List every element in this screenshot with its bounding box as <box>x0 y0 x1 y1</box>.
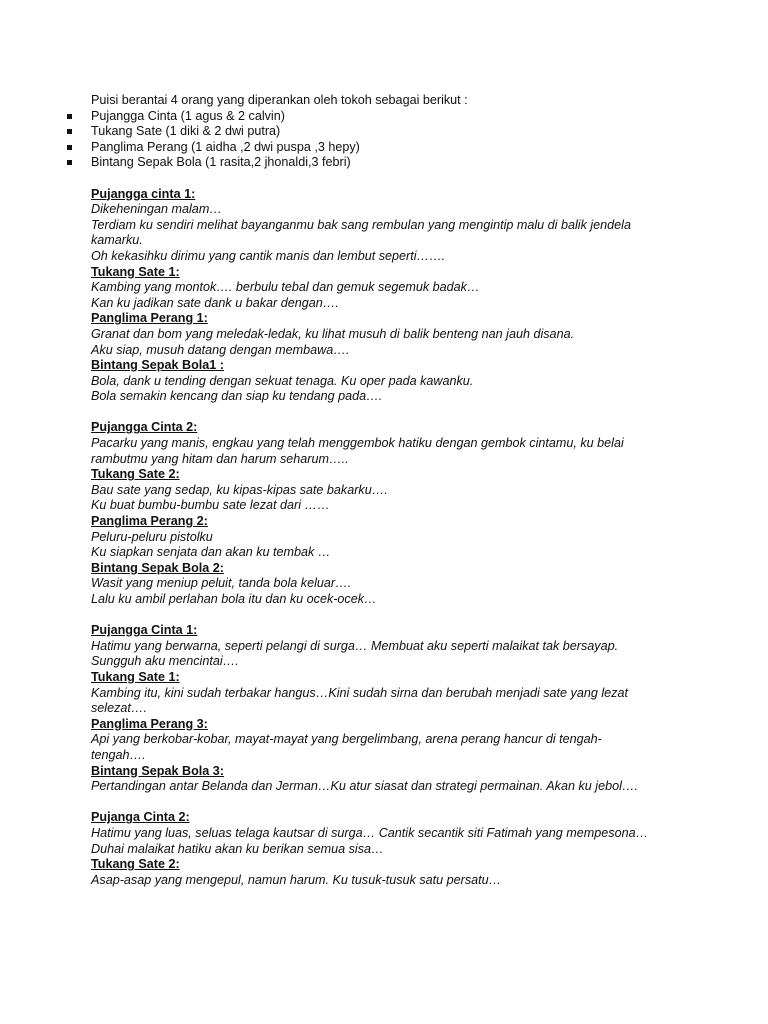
poem-line: Ku siapkan senjata dan akan ku tembak … <box>91 545 331 560</box>
poem-line: Kambing itu, kini sudah terbakar hangus…Kini sudah sirna dan berubah menjadi sate yang lezat <box>91 685 628 700</box>
speaker-heading: Tukang Sate 1: <box>91 669 180 684</box>
cast-item-label: Bintang Sepak Bola (1 rasita,2 jhonaldi,3 febri) <box>91 155 351 170</box>
poem-line: selezat…. <box>91 701 147 716</box>
speaker-heading: Bintang Sepak Bola 3: <box>91 763 224 778</box>
poem-line: kamarku. <box>91 233 143 248</box>
cast-item-label: Pujangga Cinta (1 agus & 2 calvin) <box>91 108 285 123</box>
poem-line: Oh kekasihku dirimu yang cantik manis dan lembut seperti……. <box>91 248 446 263</box>
poem-line: tengah…. <box>91 747 146 762</box>
poem-line: Bola, dank u tending dengan sekuat tenaga. Ku oper pada kawanku. <box>91 373 474 388</box>
poem-stanza <box>91 187 691 405</box>
speaker-heading: Tukang Sate 1: <box>91 264 180 279</box>
speaker-heading: Pujanga Cinta 2: <box>91 810 190 825</box>
poem-line: Api yang berkobar-kobar, mayat-mayat yang bergelimbang, arena perang hancur di tengah- <box>91 732 602 747</box>
square-bullet-icon <box>67 145 72 150</box>
speaker-heading: Tukang Sate 2: <box>91 857 180 872</box>
poem-line: Bau sate yang sedap, ku kipas-kipas sate bakarku…. <box>91 482 388 497</box>
square-bullet-icon <box>67 129 72 134</box>
poem-line: Duhai malaikat hatiku akan ku berikan semua sisa… <box>91 841 384 856</box>
poem-line: Hatimu yang berwarna, seperti pelangi di surga… Membuat aku seperti malaikat tak bersayap. <box>91 638 619 653</box>
speaker-heading: Tukang Sate 2: <box>91 467 180 482</box>
poem-line: Ku buat bumbu-bumbu sate lezat dari …… <box>91 498 330 513</box>
poem-line: Bola semakin kencang dan siap ku tendang pada…. <box>91 389 383 404</box>
speaker-heading: Pujangga cinta 1: <box>91 186 196 201</box>
poem-line: Asap-asap yang mengepul, namun harum. Ku tusuk-tusuk satu persatu… <box>91 872 502 887</box>
speaker-heading: Bintang Sepak Bola 2: <box>91 560 224 575</box>
poem-line: Aku siap, musuh datang dengan membawa…. <box>91 342 350 357</box>
poem-line: Terdiam ku sendiri melihat bayanganmu bak sang rembulan yang mengintip malu di balik jendela <box>91 217 631 232</box>
poem-stanzas <box>91 187 691 889</box>
poem-line: Pertandingan antar Belanda dan Jerman…Ku atur siasat dan strategi permainan. Akan ku jebol…. <box>91 779 638 794</box>
speaker-heading: Pujangga Cinta 2: <box>91 420 198 435</box>
speaker-heading: Panglima Perang 2: <box>91 514 208 529</box>
poem-line: Sungguh aku mencintai…. <box>91 654 239 669</box>
intro-text: Puisi berantai 4 orang yang diperankan oleh tokoh sebagai berikut : <box>91 93 468 107</box>
cast-item <box>91 140 691 156</box>
poem-line: Lalu ku ambil perlahan bola itu dan ku ocek-ocek… <box>91 592 377 606</box>
poem-line: Pacarku yang manis, engkau yang telah menggembok hatiku dengan gembok cintamu, ku belai <box>91 436 624 451</box>
speaker-heading: Panglima Perang 3: <box>91 716 208 731</box>
poem-line: Wasit yang meniup peluit, tanda bola keluar…. <box>91 576 352 591</box>
cast-item-label: Panglima Perang (1 aidha ,2 dwi puspa ,3 hepy) <box>91 139 360 154</box>
poem-stanza <box>91 623 691 795</box>
cast-list <box>91 109 691 171</box>
square-bullet-icon <box>67 114 72 119</box>
cast-item <box>91 109 691 125</box>
poem-line: Dikeheningan malam… <box>91 202 222 217</box>
poem-line: Granat dan bom yang meledak-ledak, ku lihat musuh di balik benteng nan jauh disana. <box>91 326 575 341</box>
speaker-heading: Panglima Perang 1: <box>91 311 208 326</box>
speaker-heading: Pujangga Cinta 1: <box>91 623 198 638</box>
cast-item <box>91 124 691 140</box>
poem-line: Kan ku jadikan sate dank u bakar dengan…. <box>91 295 339 310</box>
speaker-heading: Bintang Sepak Bola1 : <box>91 358 224 373</box>
cast-item <box>91 155 691 171</box>
poem-line: Peluru-peluru pistolku <box>91 529 213 544</box>
poem-line: rambutmu yang hitam dan harum seharum….. <box>91 451 349 466</box>
cast-item-label: Tukang Sate (1 diki & 2 dwi putra) <box>91 124 281 139</box>
square-bullet-icon <box>67 160 72 165</box>
document-body <box>91 93 691 888</box>
poem-line: Hatimu yang luas, seluas telaga kautsar di surga… Cantik secantik siti Fatimah yang mempesona… <box>91 825 649 840</box>
poem-line: Kambing yang montok…. berbulu tebal dan gemuk segemuk badak… <box>91 280 480 295</box>
poem-stanza <box>91 810 691 888</box>
poem-stanza <box>91 420 691 607</box>
